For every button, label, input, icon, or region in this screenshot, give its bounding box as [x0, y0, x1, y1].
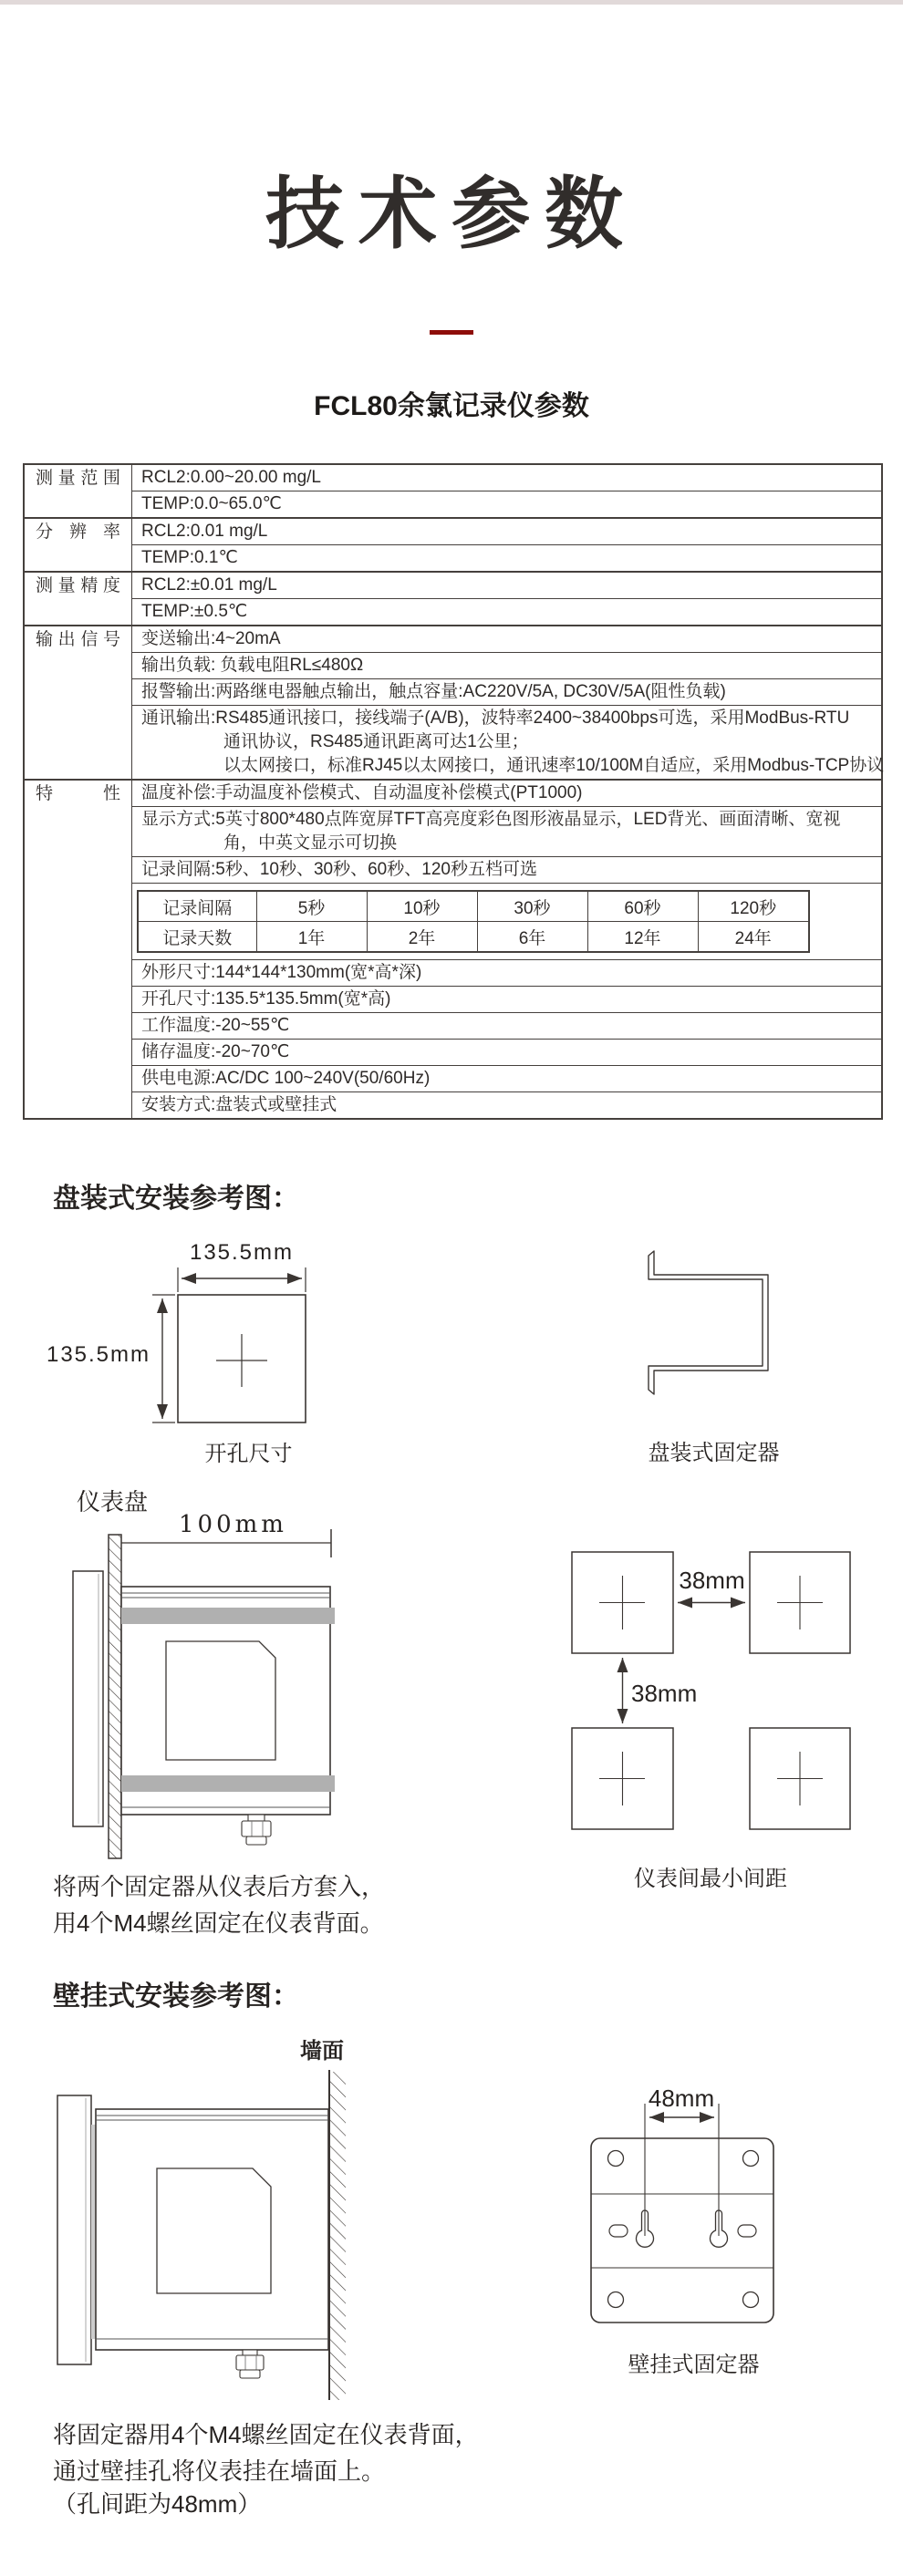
gap-v-label: 38mm	[631, 1680, 698, 1707]
wall-note-line1: 将固定器用4个M4螺丝固定在仪表背面，	[53, 2421, 479, 2448]
spec-row: 温度补偿:手动温度补偿模式、自动温度补偿模式(PT1000)	[141, 783, 583, 802]
panel-side-view-svg	[46, 1509, 356, 1874]
depth-label: 100mm	[179, 1511, 287, 1538]
spec-table	[23, 463, 883, 1120]
spec-row: 供电电源:AC/DC 100~240V(50/60Hz)	[132, 1065, 881, 1091]
spec-row: 报警输出:两路继电器触点输出，触点容量:AC220V/5A, DC30V/5A(阻性负载)	[132, 678, 881, 705]
record-interval-header-row: 记录间隔 5秒 10秒 30秒 60秒 120秒	[138, 891, 809, 922]
cutout-caption: 开孔尺寸	[204, 1442, 293, 1466]
fixer-band	[121, 1775, 335, 1792]
page-title: 技术参数	[265, 171, 638, 258]
spec-row: 开孔尺寸:135.5*135.5mm(宽*高)	[132, 986, 881, 1012]
panel-note-line2: 用4个M4螺丝固定在仪表背面。	[53, 1909, 384, 1937]
spec-group-range	[25, 465, 881, 517]
top-accent-bar	[0, 0, 903, 5]
cable-gland	[242, 1815, 271, 1845]
spec-group-resolution	[25, 517, 881, 571]
spacing-caption: 仪表间最小间距	[634, 1867, 787, 1891]
hole-pitch-label: 48mm	[648, 2085, 715, 2112]
spec-row: 输出负载: 负载电阻RL≤480Ω	[132, 652, 881, 678]
record-interval-table	[137, 890, 810, 953]
mounting-panel-hatch	[109, 1535, 121, 1858]
fixer-band	[121, 1608, 335, 1624]
spec-row: TEMP:0.1℃	[132, 544, 881, 571]
panel-fixer-caption: 盘装式固定器	[648, 1441, 780, 1465]
spec-row: 储存温度:-20~70℃	[132, 1039, 881, 1065]
body-label-plate	[157, 2168, 271, 2293]
panel-fixer-diagram-svg	[629, 1245, 784, 1404]
spec-row: RCL2:±0.01 mg/L	[141, 575, 277, 595]
spec-row: RCL2:0.01 mg/L	[141, 522, 268, 541]
record-table-row	[132, 883, 881, 953]
spec-group-label: 输出信号	[25, 626, 132, 779]
gap-h-label: 38mm	[679, 1567, 745, 1594]
spec-group-label: 测量范围	[25, 465, 132, 517]
spec-row: 工作温度:-20~55℃	[132, 1012, 881, 1039]
side-slot	[738, 2225, 756, 2237]
spec-row: 显示方式:5英寸800*480点阵宽屏TFT高亮度彩色图形液晶显示，LED背光、画面清晰、宽视 角，中英文显示可切换	[132, 806, 881, 856]
panel-label: 仪表盘	[77, 1489, 149, 1516]
panel-mount-heading: 盘装式安装参考图：	[53, 1184, 299, 1214]
spec-group-features	[25, 779, 881, 1118]
cutout-height-label: 135.5mm	[46, 1342, 151, 1367]
spec-row: RCL2:0.00~20.00 mg/L	[141, 468, 321, 487]
spec-group-label: 特性	[25, 781, 132, 1118]
wall-note-line2: 通过壁挂孔将仪表挂在墙面上。	[53, 2457, 386, 2485]
wall-fixer-diagram-svg	[566, 2079, 821, 2343]
spec-group-label: 分辨率	[25, 519, 132, 571]
record-days-row: 记录天数 1年 2年 6年 12年 24年	[138, 922, 809, 953]
wall-mount-heading: 壁挂式安装参考图：	[53, 1981, 299, 2012]
spec-row: 外形尺寸:144*144*130mm(宽*高*深)	[132, 959, 881, 986]
wall-hatch	[330, 2072, 346, 2400]
wall-fixer-caption: 壁挂式固定器	[628, 2353, 760, 2377]
wall-note-line3: （孔间距为48mm）	[53, 2490, 262, 2518]
wall-side-view-svg	[36, 2033, 365, 2407]
wall-surface-label: 墙面	[300, 2039, 344, 2064]
spec-row: 安装方式:盘装式或壁挂式	[132, 1091, 881, 1118]
spec-row: TEMP:±0.5℃	[132, 598, 881, 625]
cutout-width-label: 135.5mm	[189, 1240, 295, 1265]
spec-group-output	[25, 625, 885, 779]
spec-row: 记录间隔:5秒、10秒、30秒、60秒、120秒五档可选	[132, 856, 881, 883]
panel-fixer-bracket	[649, 1251, 768, 1394]
panel-note-line1: 将两个固定器从仪表后方套入，	[53, 1873, 386, 1900]
cable-gland	[236, 2350, 264, 2378]
spec-row: 通讯输出:RS485通讯接口，接线端子(A/B)，波特率2400~38400bps可选，采用ModBus-RTU 通讯协议，RS485通讯距离可达1公里； 以太网接口，标准RJ45以太网接口，通讯速率10/100M自适应，采用Modbus-TCP协议	[132, 705, 881, 779]
spec-row: 变送输出:4~20mA	[141, 629, 281, 648]
body-label-plate	[166, 1641, 275, 1760]
title-underline	[430, 330, 473, 335]
spec-group-label: 测量精度	[25, 573, 132, 625]
spec-group-accuracy	[25, 571, 881, 625]
spec-row: TEMP:0.0~65.0℃	[132, 491, 881, 517]
page-subtitle: FCL80余氯记录仪参数	[314, 391, 589, 421]
side-slot	[609, 2225, 628, 2237]
